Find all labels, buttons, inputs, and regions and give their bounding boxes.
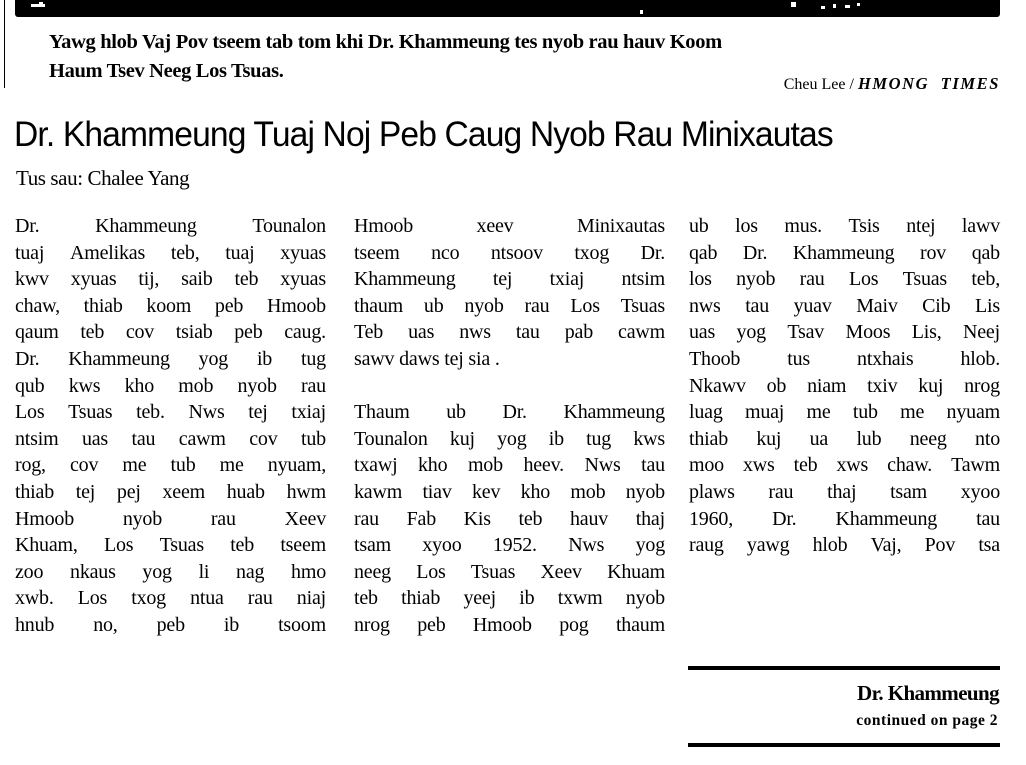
word: thaj [827, 480, 857, 503]
text-line [354, 532, 665, 559]
word: tej [248, 401, 268, 424]
word: tub [300, 427, 326, 450]
word: nrog [964, 374, 1000, 397]
text-line [689, 213, 1000, 240]
word: txiaj [291, 401, 326, 424]
word: ib [548, 427, 564, 450]
word: kwv [15, 268, 49, 291]
word: koom [146, 294, 192, 317]
word: pab [564, 321, 593, 344]
text-line [689, 452, 1000, 479]
word: tsam [354, 534, 391, 557]
word: yeej [463, 587, 496, 610]
word: Thaum [354, 401, 410, 424]
word: Neej [962, 321, 1000, 344]
word: Dr. [15, 215, 40, 237]
word: xws [836, 454, 869, 477]
word: qab [971, 241, 1000, 264]
text-line [15, 506, 326, 533]
word: los [689, 268, 712, 291]
text-line [15, 426, 326, 453]
word: Tsuas [470, 560, 516, 583]
word: mob [570, 480, 606, 503]
word: teb, [971, 268, 1000, 291]
word: Dr. [502, 401, 527, 424]
word: kho [417, 454, 448, 477]
word: cov [249, 427, 278, 450]
word: caug. [284, 321, 326, 344]
word: mob [467, 454, 503, 477]
word: Los [848, 268, 879, 291]
word: Pov [924, 534, 956, 557]
word: Thoob [689, 347, 741, 370]
word: nyob [736, 268, 776, 291]
word: kuj [756, 427, 782, 450]
word: me [219, 454, 244, 477]
text-line [689, 479, 1000, 506]
word: thiab [689, 427, 728, 450]
article-column-3 [689, 213, 1000, 559]
photo-speck [821, 6, 825, 9]
word: niam [807, 374, 847, 397]
text-line [689, 426, 1000, 453]
word: cawm [178, 427, 226, 450]
word: teb [793, 454, 818, 477]
word: hwm [286, 480, 326, 503]
text-line [15, 612, 326, 639]
word: nyuam [946, 401, 1000, 424]
word: 1960, [689, 507, 734, 530]
word: ob [766, 374, 787, 397]
word: yog [198, 347, 229, 370]
word: Tsuas [620, 294, 665, 317]
word: Nws [584, 454, 621, 477]
word: kho [520, 480, 551, 503]
photo-speck [845, 5, 850, 8]
word: Hmoob [472, 613, 532, 636]
word: Khuam [607, 560, 665, 583]
text-line [15, 479, 326, 506]
word: tsiab [175, 321, 213, 344]
word: ub [446, 401, 466, 424]
word: ib [223, 613, 240, 636]
word: heev. [523, 454, 564, 477]
word: ntsim [15, 427, 59, 450]
word: nyob [122, 507, 163, 530]
word: peb [234, 321, 263, 344]
photo-speck [39, 2, 43, 5]
text-line [354, 585, 665, 612]
word: tsoom [278, 613, 326, 636]
word: Los [103, 534, 134, 557]
word: ntsim [621, 268, 665, 291]
word: no, [93, 613, 118, 636]
word: ntxhais [857, 347, 914, 370]
continued-on-page-link[interactable]: continued on page 2 [856, 712, 998, 729]
word: rau [301, 374, 326, 397]
word: peb [214, 294, 244, 317]
word: qub [15, 374, 45, 397]
word: Khammeung [563, 401, 665, 424]
word: mob [178, 374, 214, 397]
photo-credit [784, 74, 1000, 95]
word: Khuam, [15, 534, 78, 557]
text-line [354, 293, 665, 320]
photo-speck [833, 4, 836, 8]
word: xyoo [422, 534, 462, 557]
word: Tsuas [68, 401, 113, 424]
word: me [122, 454, 147, 477]
word: nag [236, 560, 265, 583]
word: tiav [422, 480, 452, 503]
word: xyuas [70, 268, 117, 291]
word: tau [745, 294, 770, 317]
word: Fab [406, 507, 436, 530]
word: thiab [15, 480, 54, 503]
word: yog [497, 427, 527, 450]
word: Teb [354, 321, 384, 344]
word: txiv [867, 374, 898, 397]
word: qab [689, 241, 718, 264]
word: tsa [978, 534, 1000, 557]
text-line [15, 293, 326, 320]
word: thiab [83, 294, 123, 317]
photo-speck [857, 3, 860, 6]
word: teb [80, 321, 105, 344]
word: nco [431, 241, 460, 264]
text-line [354, 506, 665, 533]
word: Los [77, 587, 108, 610]
left-border-rule [4, 0, 5, 88]
text-line [354, 213, 665, 240]
word: Dr. [772, 507, 797, 530]
word: Lis, [911, 321, 942, 344]
text-line [689, 346, 1000, 373]
paragraph-gap [354, 373, 665, 400]
word: tau [131, 427, 156, 450]
word: kho [124, 374, 155, 397]
word: rau [768, 480, 794, 503]
word: Maiv [856, 294, 898, 317]
word: nto [975, 427, 1000, 450]
word: tij, [138, 268, 160, 291]
word: thiab [401, 587, 441, 610]
text-line [354, 612, 665, 639]
word: Xeev [540, 560, 582, 583]
article-column-2 [354, 213, 665, 639]
word: qaum [15, 321, 59, 344]
text-line [689, 506, 1000, 533]
word: tau [515, 321, 540, 344]
text-line [689, 399, 1000, 426]
word: nyob [625, 587, 665, 610]
word: yog [736, 321, 766, 344]
word: teb, [170, 241, 200, 264]
word: nyob [464, 294, 504, 317]
word: rau [799, 268, 825, 291]
word: nyuam, [267, 454, 326, 477]
word: xwb. [15, 587, 54, 610]
word: uas [408, 321, 435, 344]
text-line [15, 213, 326, 240]
word: niaj [296, 587, 326, 610]
word: Hmoob [354, 215, 414, 237]
word: yuav [793, 294, 832, 317]
word: Khammeung [792, 241, 895, 264]
word: Amelikas [70, 241, 146, 264]
text-line [354, 452, 665, 479]
word: xyuas [280, 241, 326, 264]
word: raug [689, 534, 724, 557]
word: yog [142, 560, 172, 583]
word: tug [586, 427, 612, 450]
word: txawj [354, 454, 398, 477]
word: luag [689, 401, 723, 424]
word: Khammeung [95, 215, 197, 237]
word: huab [226, 480, 265, 503]
word: nws [689, 294, 721, 317]
word: Dr. [15, 347, 40, 370]
word: tseem [354, 241, 400, 264]
word: Nws [188, 401, 225, 424]
text-line [354, 479, 665, 506]
word: teb [230, 534, 255, 557]
word: ub [423, 294, 444, 317]
word: yog [635, 534, 665, 557]
word: rau [524, 294, 550, 317]
word: Hmoob [15, 507, 75, 530]
word: cov [69, 454, 99, 477]
word: Minixautas [576, 215, 665, 237]
word: Nkawv [689, 374, 746, 397]
word: chaw. [887, 454, 933, 477]
word: Dr. [640, 241, 665, 264]
word: rau [354, 507, 379, 530]
word: pej [116, 480, 141, 503]
word: muaj [744, 401, 785, 424]
photo-speck [791, 2, 796, 7]
text-line [15, 240, 326, 267]
word: kws [68, 374, 101, 397]
word: Khammeung [68, 347, 170, 370]
photo-speck [640, 10, 643, 14]
word: teb [354, 587, 378, 610]
jump-rule-bottom [688, 743, 1000, 747]
word: saib [181, 268, 213, 291]
text-line [354, 426, 665, 453]
word: nws [459, 321, 491, 344]
word: Cib [922, 294, 951, 317]
word: chaw, [15, 294, 60, 317]
word: mus. [784, 215, 822, 237]
word: Tounalon [354, 427, 428, 450]
word: lub [856, 427, 882, 450]
text-line [689, 319, 1000, 346]
text-line [689, 266, 1000, 293]
word: txwm [557, 587, 603, 610]
word: teb. [136, 401, 165, 424]
photo-caption-line-2: Haum Tsev Neeg Los Tsuas. [49, 60, 284, 82]
word: ntej [906, 215, 936, 237]
word: ib [519, 587, 535, 610]
word: Khammeung [354, 268, 456, 291]
word: ntsoov [490, 241, 543, 264]
word: teb [234, 268, 259, 291]
word: Los [15, 401, 45, 424]
text-line [354, 319, 665, 346]
word: neeg [354, 560, 391, 583]
word: Los [570, 294, 600, 317]
word: xeev [476, 215, 514, 237]
word: thaj [635, 507, 665, 530]
word: tub [852, 401, 878, 424]
text-line [15, 266, 326, 293]
word: kuj [449, 427, 475, 450]
jump-rule-top [688, 666, 1000, 670]
word: nrog [354, 613, 390, 636]
word: pog [559, 613, 589, 636]
word: Tsis [848, 215, 880, 237]
article-column-1 [15, 213, 326, 639]
word: peb [417, 613, 446, 636]
publication-name: HMONG TIMES [857, 74, 1000, 93]
text-line [15, 585, 326, 612]
word: lawv [961, 215, 1000, 237]
word: txiaj [549, 268, 585, 291]
word: Tounalon [252, 215, 326, 237]
text-line [689, 373, 1000, 400]
word: thaum [354, 294, 403, 317]
word: kuj [918, 374, 944, 397]
word: nyob [237, 374, 277, 397]
word: Tsuas [902, 268, 947, 291]
photo-image-edge [15, 0, 1000, 17]
word: 1952. [492, 534, 537, 557]
word: ntua [190, 587, 224, 610]
text-line [15, 373, 326, 400]
word: kws [633, 427, 665, 450]
photographer-name: Cheu Lee / [783, 76, 854, 93]
text-line [689, 240, 1000, 267]
word: cawm [618, 321, 665, 344]
text-line [354, 559, 665, 586]
word: me [806, 401, 831, 424]
word: yawg [746, 534, 790, 557]
text-line [15, 559, 326, 586]
word: li [198, 560, 210, 583]
text-line: sawv daws tej sia . [354, 347, 500, 370]
word: hmo [291, 560, 326, 583]
word: thaum [615, 613, 665, 636]
word: tsam [890, 480, 928, 503]
word: tej [492, 268, 513, 291]
word: txog [574, 241, 610, 264]
word: Xeev [284, 507, 326, 530]
word: Nws [568, 534, 605, 557]
word: Lis [975, 294, 1000, 317]
word: uas [81, 427, 108, 450]
text-line [689, 293, 1000, 320]
word: xeem [162, 480, 205, 503]
article-headline: Dr. Khammeung Tuaj Noj Peb Caug Nyob Rau Minixautas [14, 115, 833, 154]
word: xyuas [280, 268, 326, 291]
text-line [15, 532, 326, 559]
word: peb [156, 613, 185, 636]
text-line [15, 452, 326, 479]
text-line [15, 346, 326, 373]
word: tus [787, 347, 810, 370]
word: Tsuas [159, 534, 204, 557]
word: nkaus [70, 560, 116, 583]
word: plaws [689, 480, 735, 503]
word: tau [976, 507, 1000, 530]
word: xws [742, 454, 775, 477]
word: tuaj [15, 241, 45, 264]
word: los [735, 215, 758, 237]
word: rau [247, 587, 273, 610]
word: neeg [909, 427, 947, 450]
article-byline: Tus sau: Chalee Yang [16, 166, 190, 190]
word: Tsav [787, 321, 825, 344]
photo-caption-line-1: Yawg hlob Vaj Pov tseem tab tom khi Dr. Khammeung tes nyob rau hauv Koom [49, 31, 722, 53]
word: ub [689, 215, 709, 237]
text-line [15, 399, 326, 426]
word: rov [920, 241, 947, 264]
word: cov [125, 321, 155, 344]
word: hlob [812, 534, 848, 557]
word: Los [416, 560, 446, 583]
word: Tawm [951, 454, 1000, 477]
word: teb [518, 507, 543, 530]
word: txog [131, 587, 166, 610]
word: Moos [845, 321, 891, 344]
word: tub [170, 454, 196, 477]
word: moo [689, 454, 724, 477]
word: Vaj, [870, 534, 902, 557]
text-line [354, 399, 665, 426]
word: tuaj [225, 241, 255, 264]
word: Khammeung [835, 507, 938, 530]
word: kawm [354, 480, 403, 503]
word: rau [210, 507, 236, 530]
jump-title: Dr. Khammeung [857, 681, 999, 705]
text-line [15, 319, 326, 346]
word: tej [75, 480, 96, 503]
word: zoo [15, 560, 44, 583]
word: Kis [463, 507, 491, 530]
word: ib [256, 347, 273, 370]
text-line [689, 532, 1000, 559]
word: tau [641, 454, 665, 477]
word: hauv [570, 507, 609, 530]
word: nyob [625, 480, 665, 503]
word: me [900, 401, 925, 424]
word: xyoo [960, 480, 1000, 503]
word: hlob. [960, 347, 1000, 370]
word: tug [301, 347, 326, 370]
word: kev [472, 480, 501, 503]
word: Hmoob [266, 294, 326, 317]
text-line [354, 266, 665, 293]
word: Dr. [742, 241, 768, 264]
word: tseem [280, 534, 326, 557]
word: rog, [15, 454, 46, 477]
word: hnub [15, 613, 55, 636]
text-line [354, 240, 665, 267]
word: uas [689, 321, 716, 344]
word: ua [809, 427, 829, 450]
